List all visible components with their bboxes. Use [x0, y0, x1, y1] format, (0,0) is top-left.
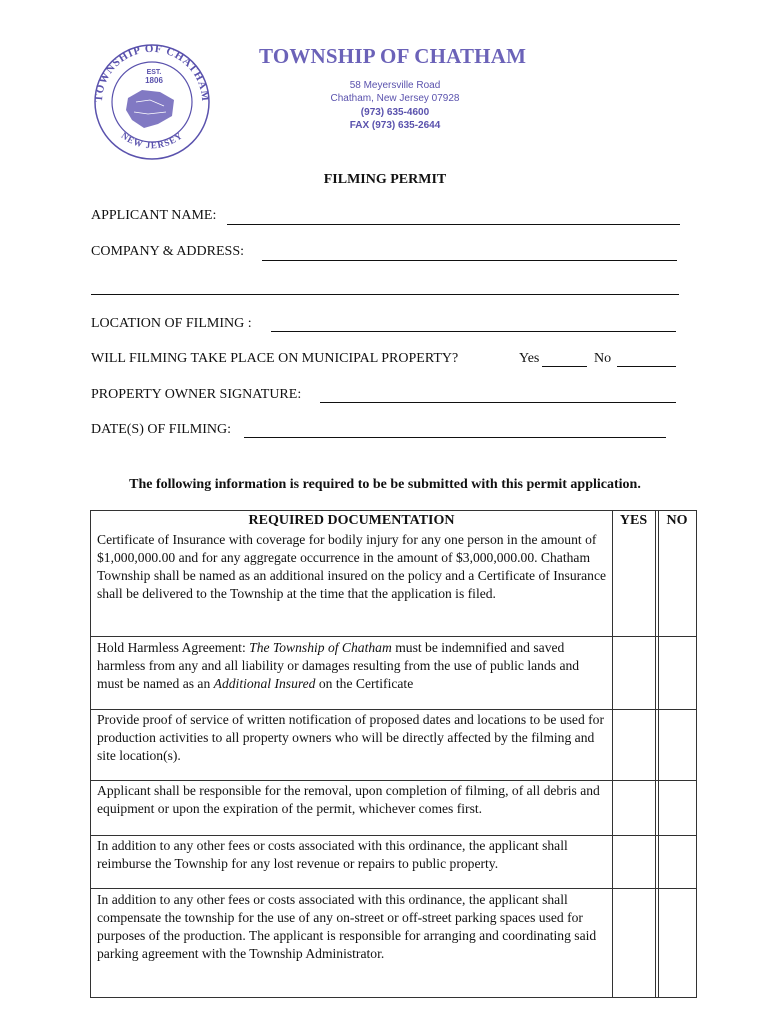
address-city: Chatham, New Jersey 07928 [330, 93, 460, 104]
no-cell-debris[interactable] [659, 781, 697, 835]
requirement-hold-harmless-em1: The Township of Chatham [249, 640, 392, 655]
location-label: LOCATION OF FILMING : [91, 316, 252, 331]
requirement-hold-harmless-em2: Additional Insured [213, 676, 316, 691]
seal-map-icon [126, 90, 174, 128]
yes-cell-notification[interactable] [613, 710, 655, 780]
dates-line[interactable] [244, 437, 666, 438]
yes-label: Yes [519, 351, 540, 366]
no-cell-reimburse[interactable] [659, 836, 697, 888]
requirements-intro: The following information is required to be be submitted with this permit application. [129, 477, 641, 492]
no-label: No [594, 351, 612, 366]
requirement-notification: Provide proof of service of written notification of proposed dates and locations to be used for production activities to all property owners who will be directly affected by the filming and site location(s). [97, 712, 604, 763]
table-row [97, 891, 607, 963]
org-title: TOWNSHIP OF CHATHAM [259, 44, 527, 68]
requirement-hold-harmless-post: on the Certificate [315, 676, 414, 691]
header-required-documentation: REQUIRED DOCUMENTATION [248, 513, 455, 528]
phone-number: (973) 635-4600 [360, 107, 430, 118]
table-row [97, 837, 607, 873]
seal-state-text: NEW JERSEY [119, 130, 185, 151]
yes-cell-debris[interactable] [613, 781, 655, 835]
table-row [97, 782, 607, 818]
requirement-debris-removal: Applicant shall be responsible for the removal, upon completion of filming, of all debris and equipment or upon the expiration of the permit, whichever comes first. [97, 783, 600, 816]
table-row [97, 711, 607, 765]
seal-ring-text: TOWNSHIP OF CHATHAM [92, 42, 212, 103]
no-cell-parking[interactable] [659, 889, 697, 997]
requirement-hold-harmless-pre: Hold Harmless Agreement: [97, 640, 250, 655]
owner-signature-label: PROPERTY OWNER SIGNATURE: [91, 387, 302, 402]
company-address-label: COMPANY & ADDRESS: [91, 244, 245, 259]
municipal-property-question: WILL FILMING TAKE PLACE ON MUNICIPAL PROPERTY? [91, 351, 459, 366]
owner-signature-line[interactable] [320, 402, 676, 403]
dates-label: DATE(S) OF FILMING: [91, 422, 231, 437]
table-row [97, 639, 607, 693]
yes-cell-hold-harmless[interactable] [613, 637, 655, 709]
fax-number: FAX (973) 635-2644 [349, 120, 441, 131]
yes-line[interactable] [542, 366, 587, 367]
requirements-table [90, 510, 697, 998]
svg-text:NEW JERSEY [119, 130, 184, 150]
no-cell-notification[interactable] [659, 710, 697, 780]
yes-cell-insurance[interactable] [613, 531, 655, 636]
no-cell-hold-harmless[interactable] [659, 637, 697, 709]
location-line[interactable] [271, 331, 676, 332]
company-address-line-2[interactable] [91, 294, 679, 295]
requirement-hold-harmless-mid: must be indemnified and saved harmless from any and all liability or damages resulting from the use of public lands and must be named as an [97, 640, 580, 691]
seal-est-year: 1806 [145, 76, 163, 85]
seal-est-label: EST. [146, 69, 162, 76]
no-cell-insurance[interactable] [659, 531, 697, 636]
applicant-name-line[interactable] [227, 224, 680, 225]
township-seal [88, 40, 216, 160]
applicant-name-label: APPLICANT NAME: [91, 208, 217, 223]
header-yes: YES [619, 513, 648, 528]
document-title: FILMING PERMIT [323, 172, 447, 187]
requirement-parking: In addition to any other fees or costs associated with this ordinance, the applicant shall compensate the township for the use of any on-street or off-street parking spaces used for purposes of the production. The applicant is responsible for arranging and coordinating said parking agreement with the Township Administrator. [97, 892, 597, 961]
company-address-line[interactable] [262, 260, 677, 261]
address-street: 58 Meyersville Road [349, 80, 441, 91]
table-row [97, 531, 607, 603]
yes-cell-reimburse[interactable] [613, 836, 655, 888]
requirement-insurance: Certificate of Insurance with coverage for bodily injury for any one person in the amount of $1,000,000.00 and for any aggregate occurrence in the amount of $3,000,000.00. Chatham Township shall be named as an additional insured on the policy and a Certificate of Insurance shall be delivered to the Township at the time that the application is filed. [97, 532, 607, 601]
header-no: NO [666, 513, 688, 528]
yes-cell-parking[interactable] [613, 889, 655, 997]
no-line[interactable] [617, 366, 676, 367]
requirement-reimburse: In addition to any other fees or costs associated with this ordinance, the applicant shall reimburse the Township for any lost revenue or repairs to public property. [97, 838, 568, 871]
